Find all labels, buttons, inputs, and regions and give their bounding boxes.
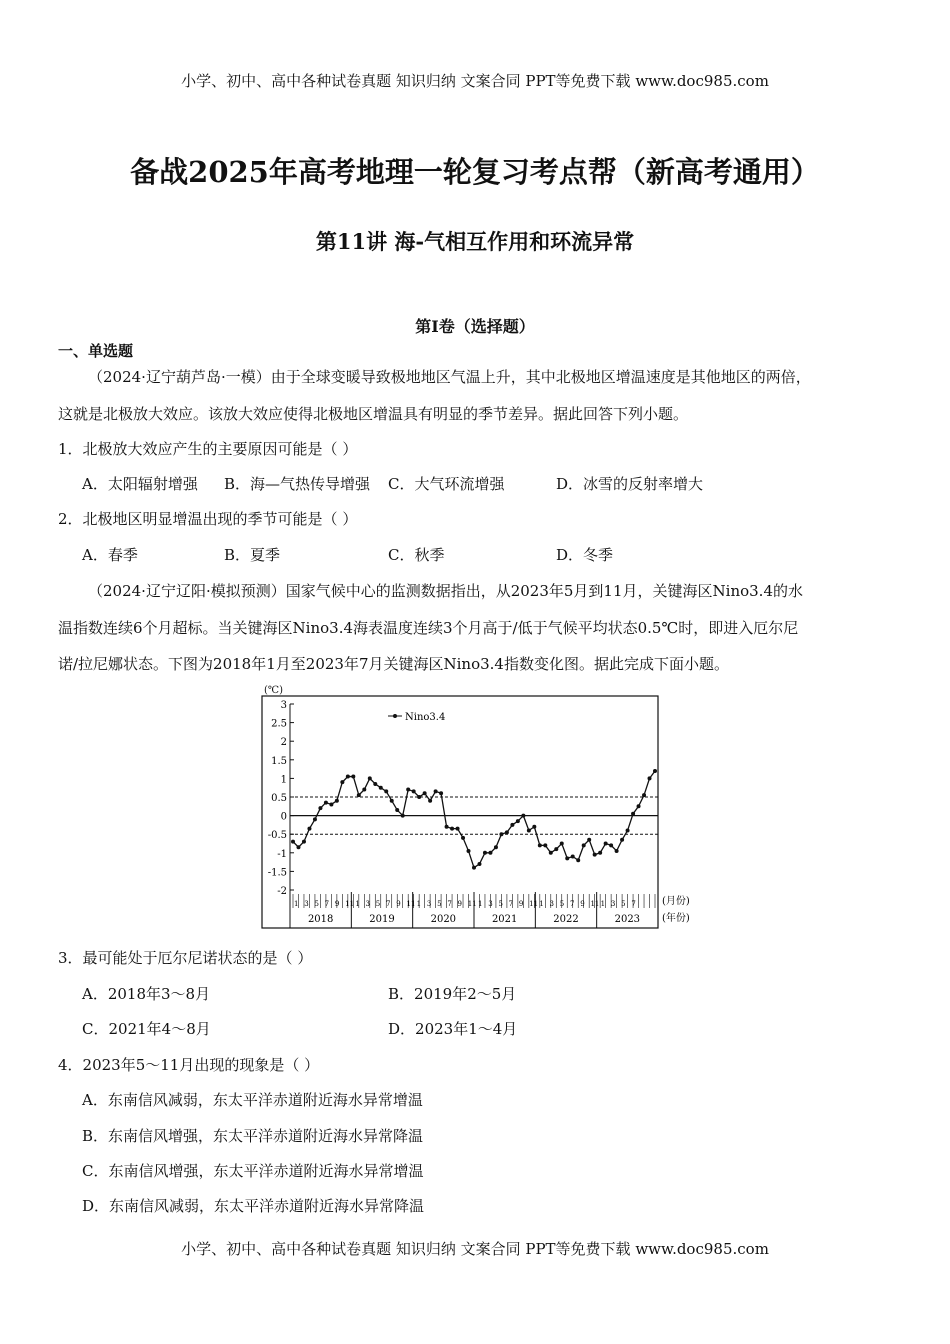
q4-option-b[interactable]: B．东南信风增强，东太平洋赤道附近海水异常降温 [82, 1127, 424, 1145]
data-point [423, 791, 427, 795]
q1-option-b[interactable]: B．海—气热传导增强 [224, 475, 371, 493]
data-point [565, 856, 569, 860]
intro2-line: （2024·辽宁辽阳·模拟预测）国家气候中心的监测数据指出，从2023年5月到11月，关键海区Nino3.4的水 [88, 582, 803, 600]
data-point [472, 866, 476, 870]
month-tick-label: 3 [488, 900, 493, 908]
month-tick-label: 9 [396, 900, 401, 908]
data-point [401, 814, 405, 818]
q2-option-c[interactable]: C．秋季 [388, 546, 445, 564]
month-tick-label: 11 [590, 900, 600, 908]
month-tick-label: 1 [600, 900, 606, 908]
data-point [620, 838, 624, 842]
legend-marker [393, 714, 397, 718]
month-tick-label: 9 [518, 900, 524, 908]
y-tick-label: -2 [277, 886, 287, 897]
data-point [335, 799, 339, 803]
month-tick-label: 11 [406, 900, 416, 908]
y-tick-label: -0.5 [267, 830, 287, 842]
data-point [510, 823, 514, 827]
data-point [532, 825, 536, 829]
month-tick-label: 11 [345, 900, 355, 908]
y-tick-label: -1 [277, 848, 287, 860]
data-point [604, 842, 608, 846]
page-footer: 小学、初中、高中各种试卷真题 知识归纳 文案合同 PPT等免费下载 www.doc985.com [181, 1240, 769, 1258]
month-tick-label: 7 [508, 900, 514, 908]
month-tick-label: 7 [324, 900, 330, 908]
month-tick-label: 11 [529, 900, 539, 908]
q1-stem: 1．北极放大效应产生的主要原因可能是（ ） [58, 440, 358, 458]
data-point [637, 804, 641, 808]
q2-option-d[interactable]: D．冬季 [556, 546, 614, 564]
month-tick-label: 7 [386, 900, 391, 908]
data-point [582, 843, 586, 847]
y-tick-label: 2 [280, 737, 287, 749]
month-tick-label: 1 [355, 900, 360, 908]
month-tick-label: 5 [559, 900, 565, 908]
month-tick-label: 9 [580, 900, 585, 908]
q1-option-d[interactable]: D．冰雪的反射率增大 [556, 475, 704, 493]
month-tick-label: 1 [478, 900, 483, 908]
month-tick-label: 1 [539, 900, 544, 908]
data-point [593, 853, 597, 857]
data-point [554, 847, 558, 851]
intro2-line: 诺/拉尼娜状态。下图为2018年1月至2023年7月关键海区Nino3.4指数变化图。据此完成下面小题。 [58, 655, 729, 673]
y-tick-label: 0 [280, 811, 287, 823]
page-header: 小学、初中、高中各种试卷真题 知识归纳 文案合同 PPT等免费下载 www.doc985.com [181, 72, 769, 90]
data-point [609, 843, 613, 847]
data-point [598, 851, 602, 855]
y-tick-label: 1 [280, 774, 287, 786]
q3-option-c[interactable]: C．2021年4～8月 [82, 1020, 211, 1038]
volume-title: 第I卷（选择题） [415, 317, 535, 336]
q1-option-a[interactable]: A．太阳辐射增强 [82, 475, 198, 493]
month-tick-label: 5 [437, 900, 442, 908]
q3-option-a[interactable]: A．2018年3～8月 [82, 985, 211, 1003]
legend-label: Nino3.4 [405, 712, 446, 723]
month-tick-label: 5 [621, 900, 626, 908]
data-point [456, 827, 460, 831]
doc-title: 备战2025年高考地理一轮复习考点帮（新高考通用） [130, 155, 820, 189]
lecture-title: 第11讲 海-气相互作用和环流异常 [315, 229, 635, 254]
q2-stem: 2．北极地区明显增温出现的季节可能是（ ） [58, 510, 358, 528]
data-point [379, 786, 383, 790]
intro1-line: 这就是北极放大效应。该放大效应使得北极地区增温具有明显的季节差异。据此回答下列小题。 [58, 405, 689, 423]
data-point [362, 788, 366, 792]
data-point [543, 843, 547, 847]
data-point [384, 789, 388, 793]
data-point [351, 775, 355, 779]
data-point [483, 851, 487, 855]
data-point [516, 819, 520, 823]
month-tick-label: 5 [375, 900, 381, 908]
data-point [439, 791, 443, 795]
year-axis-label: (年份) [662, 913, 690, 924]
nino34-chart [260, 684, 700, 930]
year-label: 2022 [553, 914, 579, 925]
data-point [324, 801, 328, 805]
data-point [434, 789, 438, 793]
q3-option-b[interactable]: B．2019年2～5月 [388, 985, 517, 1003]
q4-option-a[interactable]: A．东南信风减弱，东太平洋赤道附近海水异常增温 [82, 1091, 423, 1109]
q4-option-d[interactable]: D．东南信风减弱，东太平洋赤道附近海水异常降温 [82, 1197, 425, 1215]
data-point [615, 849, 619, 853]
data-point [587, 838, 591, 842]
data-point [346, 775, 350, 779]
data-point [445, 825, 449, 829]
year-label: 2020 [430, 914, 457, 925]
data-point [313, 817, 317, 821]
month-tick-label: 5 [498, 900, 503, 908]
data-point [428, 799, 432, 803]
data-point [494, 845, 498, 849]
data-point [340, 780, 344, 784]
q2-option-a[interactable]: A．春季 [82, 546, 138, 564]
month-tick-label: 3 [426, 900, 432, 908]
intro2-line: 温指数连续6个月超标。当关键海区Nino3.4海表温度连续3个月高于/低于气候平均状态0.5℃时，即进入厄尔尼 [58, 619, 799, 637]
month-tick-label: 5 [314, 900, 319, 908]
data-point [450, 827, 454, 831]
month-tick-label: 3 [304, 900, 309, 908]
y-tick-label: 1.5 [271, 755, 287, 767]
data-point [373, 782, 377, 786]
y-tick-label: 0.5 [271, 793, 287, 804]
year-label: 2018 [307, 914, 334, 925]
q1-option-c[interactable]: C．大气环流增强 [388, 475, 505, 493]
data-point [357, 793, 361, 797]
year-label: 2019 [369, 914, 395, 925]
month-tick-label: 3 [610, 900, 616, 908]
y-axis-unit: (℃) [264, 685, 283, 696]
data-point [412, 789, 416, 793]
month-tick-label: 1 [416, 900, 422, 908]
data-point [549, 851, 553, 855]
month-tick-label: 3 [549, 900, 555, 908]
month-tick-label: 9 [334, 900, 340, 908]
month-tick-label: 9 [457, 900, 463, 908]
data-point [527, 828, 531, 832]
q4-option-c[interactable]: C．东南信风增强，东太平洋赤道附近海水异常增温 [82, 1162, 424, 1180]
data-point [576, 858, 580, 862]
q2-option-b[interactable]: B．夏季 [224, 546, 281, 564]
q3-option-d[interactable]: D．2023年1～4月 [388, 1020, 518, 1038]
data-point [390, 799, 394, 803]
intro1-line: （2024·辽宁葫芦岛·一模）由于全球变暖导致极地地区气温上升，其中北极地区增温速度是其他地区的两倍， [88, 368, 811, 386]
data-point [291, 840, 295, 844]
data-point [648, 776, 652, 780]
data-point [302, 840, 306, 844]
data-point [417, 795, 421, 799]
y-tick-label: -1.5 [267, 867, 287, 879]
y-tick-label: 3 [280, 700, 287, 711]
data-point [461, 836, 465, 840]
section-title: 一、单选题 [58, 342, 134, 360]
data-point [307, 827, 311, 831]
data-point [395, 808, 399, 812]
month-tick-label: 1 [294, 900, 299, 908]
data-point [631, 812, 635, 816]
data-point [521, 814, 525, 818]
data-point [626, 828, 630, 832]
data-point [653, 769, 657, 773]
data-point [538, 843, 542, 847]
data-point [406, 788, 410, 792]
q3-stem: 3．最可能处于厄尔尼诺状态的是（ ） [58, 949, 313, 967]
data-point [642, 793, 646, 797]
q4-stem: 4．2023年5～11月出现的现象是（ ） [58, 1056, 320, 1074]
month-tick-label: 7 [570, 900, 575, 908]
data-point [368, 776, 372, 780]
data-point [296, 845, 300, 849]
data-point [477, 862, 481, 866]
month-tick-label: 7 [447, 900, 452, 908]
data-point [505, 830, 509, 834]
data-point [560, 842, 564, 846]
data-point [499, 832, 503, 836]
data-point [467, 849, 471, 853]
chart-frame [262, 696, 658, 928]
month-axis-label: (月份) [662, 896, 690, 907]
data-point [329, 802, 333, 806]
year-label: 2021 [491, 914, 518, 925]
data-point [571, 855, 575, 859]
year-label: 2023 [614, 914, 641, 925]
data-point [318, 806, 322, 810]
y-tick-label: 2.5 [271, 718, 287, 730]
month-tick-label: 11 [467, 900, 477, 908]
month-tick-label: 3 [365, 900, 371, 908]
data-point [488, 851, 492, 855]
month-tick-label: 7 [631, 900, 636, 908]
